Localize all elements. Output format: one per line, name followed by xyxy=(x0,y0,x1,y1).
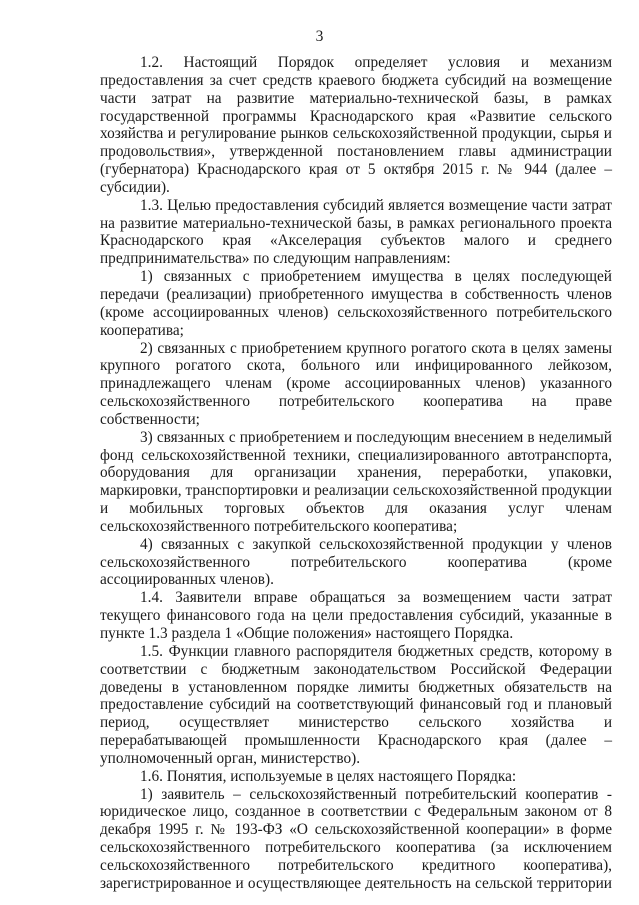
list-item-1-3-2: 2) связанных с приобретением крупного рогатого скота в целях замены крупного рогатого скота, больного или инфицированного лейкозом, принадлежащего членам (кроме ассоциированных членов) указанного сельскохозяйственного потребительского кооператива на праве собственности; xyxy=(100,339,612,428)
list-item-1-3-4: 4) связанных с закупкой сельскохозяйственной продукции у членов сельскохозяйственного потребительского кооператива (кроме ассоциированных членов). xyxy=(100,535,612,589)
paragraph-1-2: 1.2. Настоящий Порядок определяет условия и механизм предоставления за счет средств краевого бюджета субсидий на возмещение части затрат на развитие материально-технической базы, в рамках государственной программы Краснодарского края «Развитие сельского хозяйства и регулирование рынков сельскохозяйственной продукции, сырья и продовольствия», утвержденной постановлением главы администрации (губернатора) Краснодарского края от 5 октября 2015 г. № 944 (далее – субсидии). xyxy=(100,54,612,196)
paragraph-1-4: 1.4. Заявители вправе обращаться за возмещением части затрат текущего финансового года на цели предоставления субсидий, указанные в пункте 1.3 раздела 1 «Общие положения» настоящего Порядка. xyxy=(100,589,612,642)
document-body xyxy=(100,54,612,893)
page-number: 3 xyxy=(315,28,324,45)
paragraph-1-5: 1.5. Функции главного распорядителя бюджетных средств, которому в соответствии с бюджетным законодательством Российской Федерации доведены в установленном порядке лимиты бюджетных обязательств на предоставление субсидий на соответствующий финансовый год и плановый период, осуществляет министерство сельского хозяйства и перерабатывающей промышленности Краснодарского края (далее – уполномоченный орган, министерство). xyxy=(100,642,612,767)
list-item-1-3-3: 3) связанных с приобретением и последующим внесением в неделимый фонд сельскохозяйственной техники, специализированного автотранспорта, оборудования для организации хранения, переработки, упаковки, маркировки, транспортировки и реализации сельскохозяйственной продукции и мобильных торговых объектов для оказания услуг членам сельскохозяйственного потребительского кооператива; xyxy=(100,428,612,535)
list-item-1-3-1: 1) связанных с приобретением имущества в целях последующей передачи (реализации) приобретенного имущества в собственность членов (кроме ассоциированных членов) сельскохозяйственного потребительского кооператива; xyxy=(100,268,612,339)
list-item-1-6-1: 1) заявитель – сельскохозяйственный потребительский кооператив - юридическое лицо, созданное в соответствии с Федеральным законом от 8 декабря 1995 г. № 193-ФЗ «О сельскохозяйственной кооперации» в форме сельскохозяйственного потребительского кооператива (за исключением сельскохозяйственного потребительского кредитного кооператива), зарегистрированное и осуществляющее деятельность на сельской территории xyxy=(100,785,612,892)
paragraph-1-6: 1.6. Понятия, используемые в целях настоящего Порядка: xyxy=(140,767,517,785)
paragraph-1-3: 1.3. Целью предоставления субсидий является возмещение части затрат на развитие материально-технической базы, в рамках регионального проекта Краснодарского края «Акселерация субъектов малого и среднего предпринимательства» по следующим направлениям: xyxy=(100,196,612,268)
